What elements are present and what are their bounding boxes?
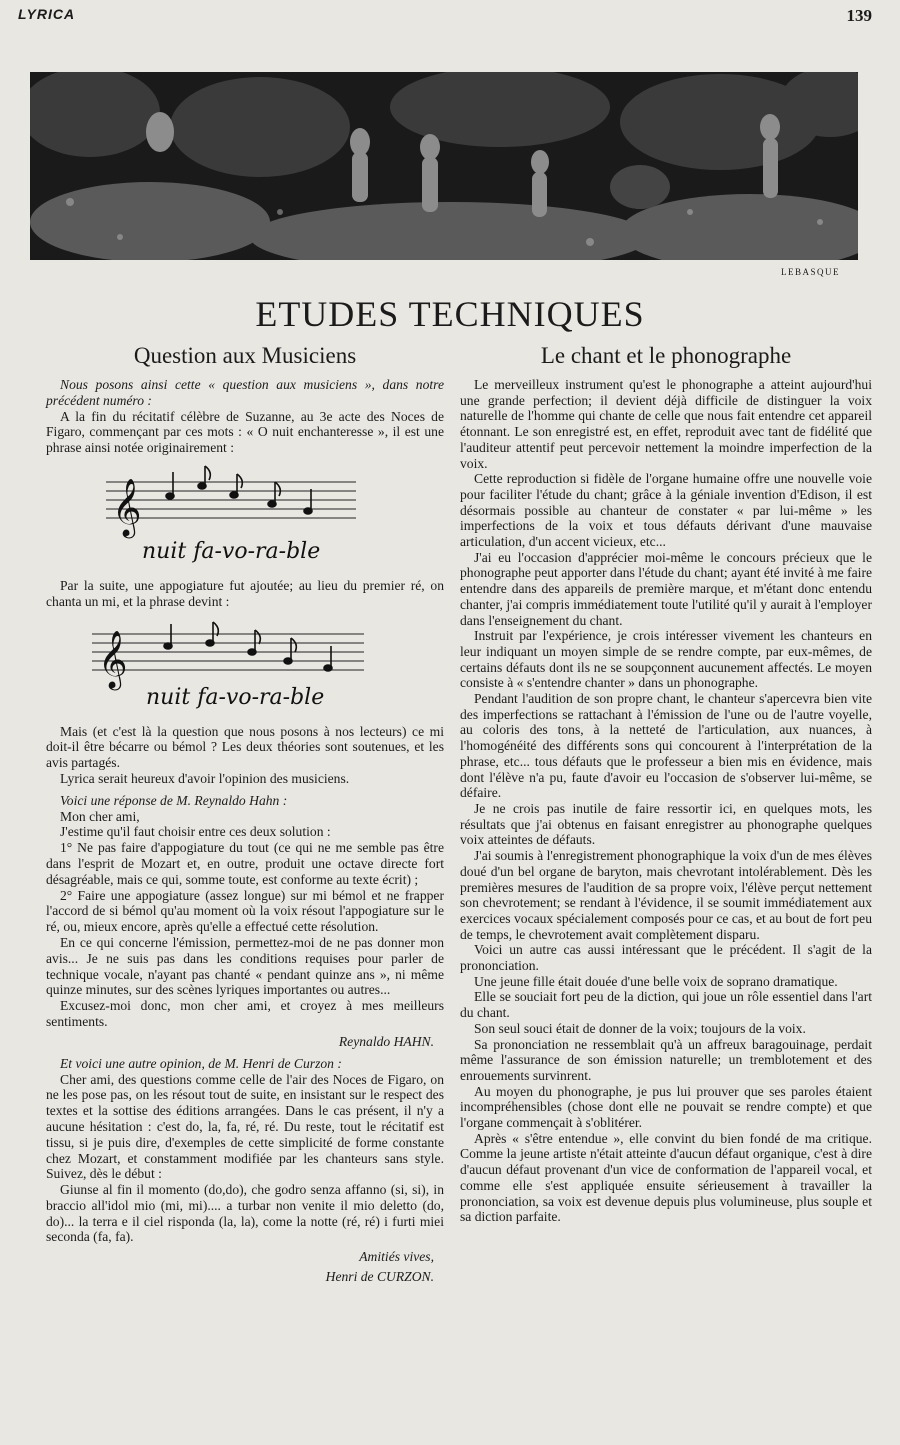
lyric-text: nuit fa-vo-ra-ble bbox=[146, 684, 325, 710]
paragraph: Pendant l'audition de son propre chant, le chanteur s'apercevra bien vite des imperfections se rattachant à l'émission de l'une ou de l'autre voyelle, au coloris des tons, à la netteté de l'articulation, aux nuances, à l'homogénéité des différents sons qui concourent à l'interprétation de la phrase, etc... tous défauts que le professeur a bien mis en évidence, mais dont l'élève n'a pu, faute d'avoir eu l'occasion de s'observer lui-même, se défaire. bbox=[460, 691, 872, 801]
paragraph: Une jeune fille était douée d'une belle voix de soprano dramatique. bbox=[474, 973, 838, 989]
illustration-credit: LEBASQUE bbox=[781, 267, 840, 277]
music-staff-original bbox=[46, 462, 444, 570]
paragraph: Le merveilleux instrument qu'est le phonographe a atteint aujourd'hui une grande perfection; il devient déjà difficile de distinguer la voix naturelle de l'homme qui chante de celle que nous fait entendre cet appareil étonnant. Le son enregistré est, en effet, reproduit avec tant de fidélité que l'auditeur attentif peut percevoir nettement la moindre imperfection de la voix. bbox=[460, 377, 872, 471]
paragraph: J'ai eu l'occasion d'apprécier moi-même le concours précieux que le phonographe peut apporter dans l'étude du chant; ayant été invité à me faire entendre dans des appareils de première marque, et m'étant donc entendu chanter, j'ai compris immédiatement toute l'utilité qu'il y aurait à l'employer dans l'enseignement du chant. bbox=[460, 549, 872, 628]
lyric-text: nuit fa-vo-ra-ble bbox=[142, 538, 321, 564]
paragraph: Mais (et c'est là la question que nous posons à nos lecteurs) ce mi doit-il être bécarre ou bémol ? Les deux théories sont soutenues, et les avis partagés. bbox=[46, 723, 444, 771]
signature-closing: Amitiés vives, bbox=[359, 1249, 434, 1265]
page-title: ETUDES TECHNIQUES bbox=[255, 294, 645, 334]
svg-text:𝄞: 𝄞 bbox=[98, 629, 128, 688]
paragraph: Elle se souciait fort peu de la diction, qui joue un rôle essentiel dans l'art du chant. bbox=[460, 989, 872, 1021]
paragraph: 1° Ne pas faire d'appogiature du tout (ce qui ne me semble pas être dans l'esprit de Mozart et, en outre, produit une octave directe fort désagréable, mais ce qui, somme toute, est conforme au texte écrit) ; bbox=[46, 840, 444, 887]
signature: Henri de CURZON. bbox=[325, 1269, 434, 1285]
paragraph: Lyrica serait heureux d'avoir l'opinion des musiciens. bbox=[60, 770, 350, 786]
right-column-heading: Le chant et le phonographe bbox=[540, 343, 792, 368]
paragraph: Voici un autre cas aussi intéressant que le précédent. Il s'agit de la prononciation. bbox=[460, 942, 872, 974]
dancing-figures-illustration bbox=[30, 72, 858, 260]
left-column bbox=[46, 343, 444, 1291]
illustration-banner bbox=[30, 72, 858, 260]
left-column-heading: Question aux Musiciens bbox=[133, 343, 357, 368]
paragraph: Excusez-moi donc, mon cher ami, et croyez à mes meilleurs sentiments. bbox=[46, 998, 444, 1029]
paragraph: Par la suite, une appogiature fut ajoutée; au lieu du premier ré, on chanta un mi, et la phrase devint : bbox=[46, 577, 444, 609]
paragraph: A la fin du récitatif célèbre de Suzanne, au 3e acte des Noces de Figaro, commençant par ces mots : « O nuit enchanteresse », il est une phrase ainsi notée originairement : bbox=[46, 408, 444, 456]
magazine-name: LYRICA bbox=[18, 6, 76, 22]
salutation: Mon cher ami, bbox=[60, 808, 140, 824]
paragraph: Après « s'être entendue », elle convint du bien fondé de ma critique. Comme la jeune artiste n'était atteinte d'aucun défaut organique, c'est à dire d'aucun défaut provenant d'un vice de conformation de l'appareil vocal, et comme elle s'est appliquée ensuite sérieusement à travailler la prononciation, sa voix est devenue depuis plus volumineuse, plus souple et sa diction parfaite. bbox=[460, 1130, 872, 1225]
paragraph: Son seul souci était de donner de la voix; toujours de la voix. bbox=[474, 1020, 806, 1036]
paragraph: Sa prononciation ne ressemblait qu'à un affreux baragouinage, perdait même l'assurance de son émission naturelle; un tremblotement et des enrouements survinrent. bbox=[460, 1036, 872, 1083]
paragraph: J'estime qu'il faut choisir entre ces deux solution : bbox=[60, 824, 331, 840]
svg-text:𝄞: 𝄞 bbox=[112, 477, 142, 536]
intro-paragraph: Nous posons ainsi cette « question aux musiciens », dans notre précédent numéro : bbox=[46, 377, 444, 408]
response-intro: Et voici une autre opinion, de M. Henri de Curzon : bbox=[60, 1055, 342, 1071]
paragraph: 2° Faire une appogiature (assez longue) sur mi bémol et ne frapper l'accord de si bémol qu'au moment où la voix résout l'appogiature sur le ré, ou, mieux encore, après qu'elle a effectué cette résolution. bbox=[46, 887, 444, 935]
response-intro: Voici une réponse de M. Reynaldo Hahn : bbox=[60, 792, 288, 808]
paragraph: Cher ami, des questions comme celle de l'air des Noces de Figaro, on ne les pose pas, on les résout tout de suite, en insistant sur le respect des textes et la sottise des éditions arrangées. Dans le cas présent, il n'y a aucune hésitation : c'est do, la, fa, ré, ré. Du reste, tout le récitatif est tissu, si je puis dire, d'exemples de cette simplicité de forme constante chez Mozart, et constamment modifiée par les chanteurs sans style. Suivez, dès le début : bbox=[46, 1071, 444, 1182]
paragraph: En ce qui concerne l'émission, permettez-moi de ne pas donner mon avis... Je ne suis pas dans les conditions requises pour parler de technique vocale, n'ayant pas chanté « pendant quinze ans », ni même quinze minutes, sur des scènes lyriques importantes ou autres... bbox=[46, 934, 444, 998]
paragraph: Instruit par l'expérience, je crois intéresser vivement les chanteurs en leur indiquant un moyen simple de se rendre compte, par eux-mêmes, de certains défauts dont ils ne se soupçonnent aucunement affectés. Le moyen consiste à « s'entendre chanter » dans un phonographe. bbox=[460, 628, 872, 691]
paragraph: Cette reproduction si fidèle de l'organe humaine offre une nouvelle voie pour faciliter l'étude du chant; grâce à la géniale invention d'Edison, il est désormais possible au chanteur de constater « par lui-même » les imperfections de la voix et tous défauts dérivant d'une mauvaise articulation, d'un accent vicieux, etc... bbox=[460, 471, 872, 550]
page-number: 139 bbox=[846, 6, 872, 25]
paragraph: Au moyen du phonographe, je pus lui prouver que ses paroles étaient incompréhensibles (chose dont elle ne pouvait se rendre compte) et que l'organe commençait à s'oblitérer. bbox=[460, 1083, 872, 1131]
paragraph: J'ai soumis à l'enregistrement phonographique la voix d'un de mes élèves doué d'un bel organe de baryton, mais chevrotant intolérablement. Dès les premières mesures de l'audition de sa propre voix, l'élève perçut nettement son chevrotement; se rendant à l'évidence, il se soumit immédiatement aux exercices vocaux spécialement composés pour ce cas, et au bout de fort peu de temps, le chevrotement avait complètement disparu. bbox=[460, 848, 872, 942]
paragraph: Giunse al fin il momento (do,do), che godro senza affanno (si, si), in braccio all'idol mio (mi, mi).... a turbar non venite il mio deletto (do, do)... la terra e il ciel risponda (la, la), come la notte (ré, ré) i furti miei seconda (fa, fa). bbox=[46, 1182, 444, 1245]
right-column bbox=[460, 343, 872, 1225]
signature: Reynaldo HAHN. bbox=[338, 1033, 434, 1049]
music-staff-appogiature bbox=[46, 616, 444, 716]
paragraph: Je ne crois pas inutile de faire ressortir ici, en quelques mots, les résultats que j'ai obtenus en faisant enregistrer au phonographe quelques voix atteintes de défauts. bbox=[460, 800, 872, 848]
